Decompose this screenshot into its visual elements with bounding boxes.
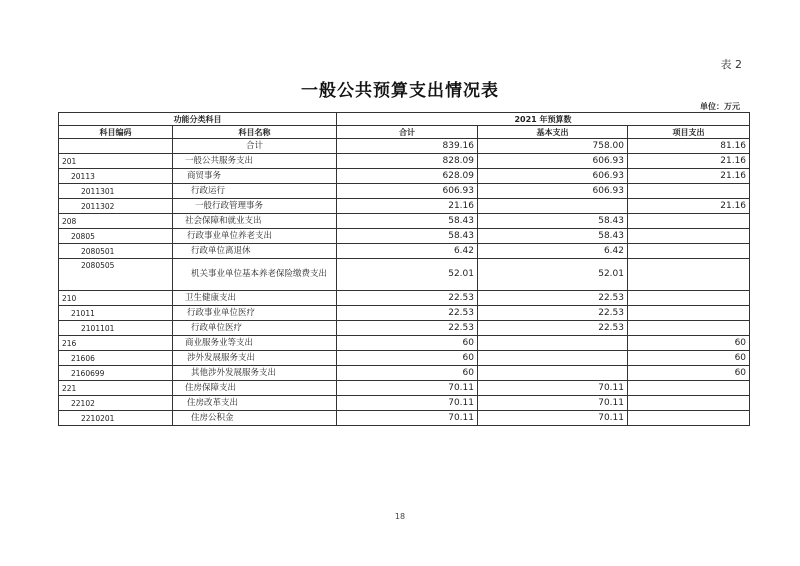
row-basic: 758.00 [478, 139, 628, 154]
row-code: 2080501 [59, 244, 173, 259]
table-row [59, 291, 750, 306]
row-code: 201 [59, 154, 173, 169]
row-total: 70.11 [337, 396, 478, 411]
row-name: 行政单位离退休 [173, 244, 337, 259]
header-row [59, 126, 750, 139]
table-row [59, 321, 750, 336]
row-total: 60 [337, 336, 478, 351]
table-row [59, 229, 750, 244]
budget-table [58, 112, 750, 426]
table-row [59, 169, 750, 184]
row-project [628, 306, 750, 321]
table-row [59, 396, 750, 411]
row-code: 2160699 [59, 366, 173, 381]
table-row [59, 214, 750, 229]
row-basic: 58.43 [478, 214, 628, 229]
table-row [59, 351, 750, 366]
page-number: 18 [394, 512, 406, 521]
row-total: 22.53 [337, 291, 478, 306]
row-total: 60 [337, 351, 478, 366]
header-project: 项目支出 [628, 126, 750, 139]
row-name: 合计 [173, 139, 337, 154]
table-row [59, 154, 750, 169]
row-name: 涉外发展服务支出 [173, 351, 337, 366]
row-basic: 70.11 [478, 396, 628, 411]
row-code: 208 [59, 214, 173, 229]
row-project: 60 [628, 366, 750, 381]
row-project [628, 411, 750, 426]
row-basic: 58.43 [478, 229, 628, 244]
page-title: 一般公共预算支出情况表 [301, 81, 499, 101]
row-basic: 22.53 [478, 321, 628, 336]
row-code: 21011 [59, 306, 173, 321]
row-name: 行政单位医疗 [173, 321, 337, 336]
row-total: 22.53 [337, 321, 478, 336]
row-code: 221 [59, 381, 173, 396]
row-code: 216 [59, 336, 173, 351]
row-project: 21.16 [628, 154, 750, 169]
table-number-tag: 表 2 [720, 58, 742, 71]
row-total: 70.11 [337, 411, 478, 426]
row-code: 20113 [59, 169, 173, 184]
row-total: 839.16 [337, 139, 478, 154]
table-row [59, 199, 750, 214]
row-total: 58.43 [337, 229, 478, 244]
header-group-budget: 2021 年预算数 [337, 113, 750, 126]
table-row [59, 336, 750, 351]
row-name: 卫生健康支出 [173, 291, 337, 306]
table-row [59, 306, 750, 321]
row-project [628, 229, 750, 244]
row-total: 21.16 [337, 199, 478, 214]
row-name: 住房公积金 [173, 411, 337, 426]
row-project: 60 [628, 336, 750, 351]
table-row [59, 381, 750, 396]
row-basic: 52.01 [478, 259, 628, 291]
row-project: 21.16 [628, 199, 750, 214]
row-name: 行政事业单位医疗 [173, 306, 337, 321]
row-name: 其他涉外发展服务支出 [173, 366, 337, 381]
header-name: 科目名称 [173, 126, 337, 139]
row-name: 行政运行 [173, 184, 337, 199]
row-basic: 22.53 [478, 291, 628, 306]
row-total: 606.93 [337, 184, 478, 199]
header-basic: 基本支出 [478, 126, 628, 139]
row-name: 社会保障和就业支出 [173, 214, 337, 229]
header-total: 合计 [337, 126, 478, 139]
row-name: 商贸事务 [173, 169, 337, 184]
row-code: 22102 [59, 396, 173, 411]
header-code: 科目编码 [59, 126, 173, 139]
row-total: 70.11 [337, 381, 478, 396]
row-code [59, 139, 173, 154]
row-project [628, 291, 750, 306]
table-row [59, 244, 750, 259]
row-code: 21606 [59, 351, 173, 366]
row-project [628, 396, 750, 411]
row-name: 住房保障支出 [173, 381, 337, 396]
row-basic: 606.93 [478, 154, 628, 169]
table-row-total [59, 139, 750, 154]
row-project: 21.16 [628, 169, 750, 184]
table-row [59, 259, 750, 291]
row-basic: 22.53 [478, 306, 628, 321]
row-basic [478, 351, 628, 366]
row-basic: 70.11 [478, 381, 628, 396]
row-name: 住房改革支出 [173, 396, 337, 411]
row-total: 6.42 [337, 244, 478, 259]
row-basic [478, 199, 628, 214]
row-code: 2080505 [59, 259, 173, 291]
header-group-row [59, 113, 750, 126]
row-basic: 606.93 [478, 169, 628, 184]
row-project: 81.16 [628, 139, 750, 154]
row-name: 一般行政管理事务 [173, 199, 337, 214]
row-project [628, 214, 750, 229]
row-name: 机关事业单位基本养老保险缴费支出 [173, 259, 337, 291]
row-project [628, 244, 750, 259]
row-code: 210 [59, 291, 173, 306]
row-code: 2011301 [59, 184, 173, 199]
row-code: 20805 [59, 229, 173, 244]
row-total: 60 [337, 366, 478, 381]
row-total: 628.09 [337, 169, 478, 184]
header-group-function: 功能分类科目 [59, 113, 337, 126]
row-code: 2011302 [59, 199, 173, 214]
row-basic: 70.11 [478, 411, 628, 426]
row-total: 828.09 [337, 154, 478, 169]
row-code: 2101101 [59, 321, 173, 336]
row-total: 58.43 [337, 214, 478, 229]
row-name: 行政事业单位养老支出 [173, 229, 337, 244]
row-basic [478, 336, 628, 351]
row-project: 60 [628, 351, 750, 366]
row-name: 商业服务业等支出 [173, 336, 337, 351]
row-basic: 6.42 [478, 244, 628, 259]
row-basic: 606.93 [478, 184, 628, 199]
row-basic [478, 366, 628, 381]
table-row [59, 411, 750, 426]
row-project [628, 381, 750, 396]
table-row [59, 366, 750, 381]
row-project [628, 259, 750, 291]
unit-label: 单位：万元 [700, 102, 740, 111]
row-project [628, 184, 750, 199]
row-project [628, 321, 750, 336]
row-code: 2210201 [59, 411, 173, 426]
row-name: 一般公共服务支出 [173, 154, 337, 169]
table-row [59, 184, 750, 199]
row-total: 52.01 [337, 259, 478, 291]
row-total: 22.53 [337, 306, 478, 321]
